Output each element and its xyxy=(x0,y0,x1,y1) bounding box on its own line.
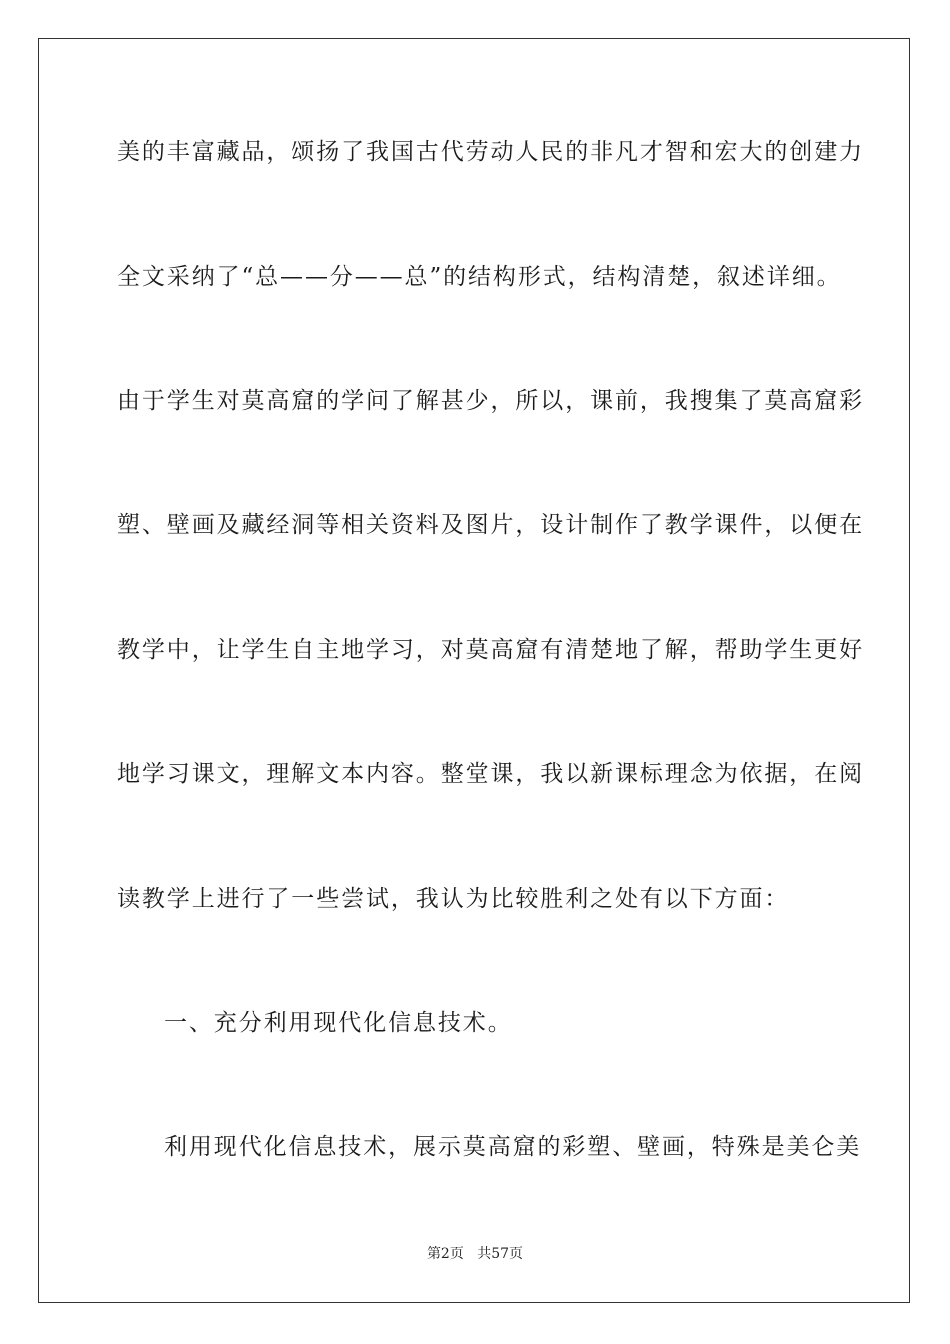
text-line: 美的丰富藏品，颂扬了我国古代劳动人民的非凡才智和宏大的创建力 xyxy=(117,139,864,165)
text-line: 塑、壁画及藏经洞等相关资料及图片，设计制作了教学课件，以便在 xyxy=(117,512,864,538)
page-number: 第2页 xyxy=(426,1246,464,1262)
text-line: 读教学上进行了一些尝试，我认为比较胜利之处有以下方面： xyxy=(117,886,790,912)
text-line: 地学习课文，理解文本内容。整堂课，我以新课标理念为依据，在阅 xyxy=(117,761,864,787)
text-line: 全文采纳了“总——分——总”的结构形式，结构清楚，叙述详细。 xyxy=(117,264,842,290)
text-line: 由于学生对莫高窟的学问了解甚少，所以，课前，我搜集了莫高窟彩 xyxy=(117,388,864,414)
text-line: 利用现代化信息技术，展示莫高窟的彩塑、壁画，特殊是美仑美 xyxy=(164,1134,862,1160)
section-heading: 一、充分利用现代化信息技术。 xyxy=(164,1010,513,1036)
page-total: 共57页 xyxy=(477,1246,524,1262)
page-footer xyxy=(0,1245,950,1263)
page-border xyxy=(38,38,910,1303)
text-line: 教学中，让学生自主地学习，对莫高窟有清楚地了解，帮助学生更好 xyxy=(117,637,864,663)
